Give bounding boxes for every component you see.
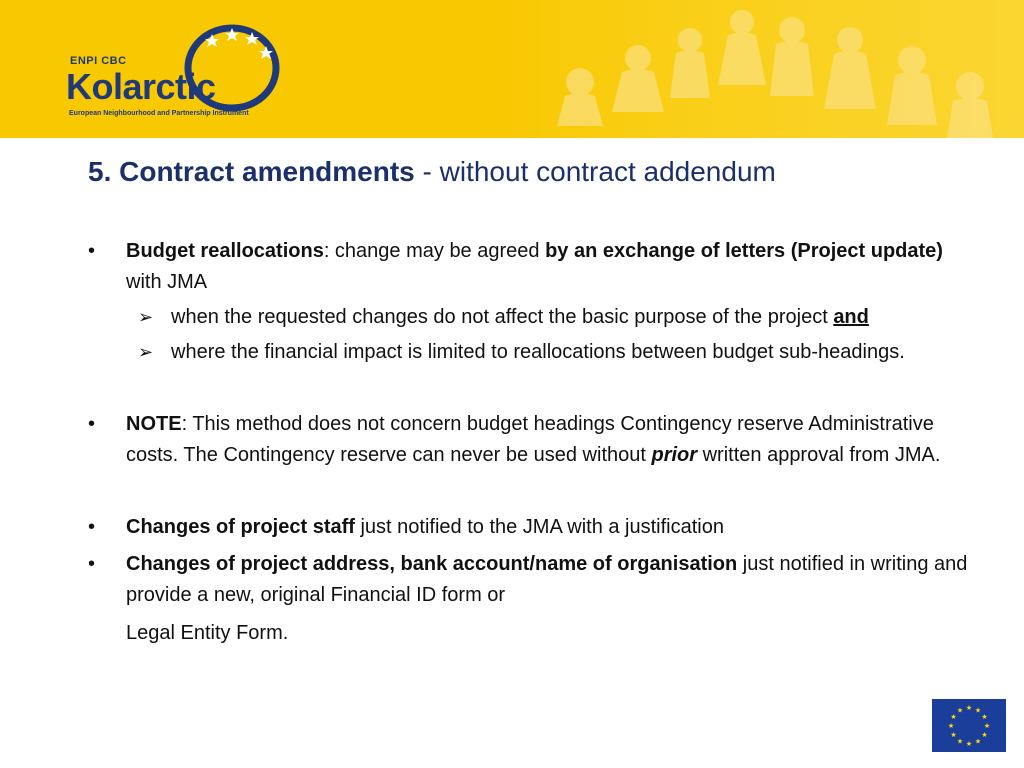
slide-title-rest: - without contract addendum: [414, 156, 776, 187]
bullet-bold-text: NOTE: [126, 413, 182, 435]
svg-text:★: ★: [981, 731, 988, 739]
svg-text:★: ★: [947, 722, 955, 730]
sub-bullet-text: where the financial impact is limited to reallocations between budget sub-headings.: [171, 341, 905, 363]
kolarctic-logo: [60, 22, 290, 122]
svg-text:★: ★: [956, 706, 964, 715]
slide-body: [88, 236, 968, 649]
header-banner: [0, 0, 1024, 138]
spacer: [88, 471, 968, 512]
arrow-bullet-icon: ➢: [138, 307, 154, 327]
bullet-icon: •: [88, 413, 96, 435]
svg-text:★: ★: [981, 713, 988, 721]
bullet-bold-text: Changes of project address, bank account/name of organisation: [126, 553, 738, 575]
sub-bullet-text: when the requested changes do not affect the basic purpose of the project: [171, 306, 834, 328]
bullet-bold-text: by an exchange of letters (Project update): [545, 240, 943, 262]
bullet-project-address: [88, 549, 968, 649]
bullet-text: just notified in writing and provide a new, original Financial ID form or: [126, 553, 968, 606]
bullet-text: with JMA: [126, 271, 208, 293]
bullet-bold-text: Changes of project staff: [126, 516, 355, 538]
svg-text:★: ★: [983, 722, 991, 730]
bullet-icon: •: [88, 553, 96, 575]
bullet-icon: •: [88, 240, 96, 262]
arrow-bullet-icon: ➢: [138, 342, 154, 362]
logo-program-label: ENPI CBC: [70, 55, 127, 67]
svg-text:★: ★: [956, 737, 964, 746]
svg-text:★: ★: [965, 704, 973, 712]
sub-bullet-basic-purpose: [88, 302, 968, 333]
sub-bullet-financial-impact: [88, 337, 968, 368]
bullet-text: written approval from JMA.: [697, 444, 941, 466]
sub-bullet-underlined: and: [833, 306, 869, 328]
bullet-emphasis: prior: [651, 444, 698, 466]
logo-name: Kolarctic: [66, 66, 216, 107]
logo-subtitle: European Neighbourhood and Partnership Instrument: [69, 110, 249, 117]
children-illustration-icon: [520, 0, 1024, 138]
svg-text:★: ★: [974, 706, 982, 715]
svg-text:★: ★: [974, 737, 982, 746]
bullet-note: [88, 409, 968, 471]
svg-text:★: ★: [950, 713, 957, 721]
bullet-text: : change may be agreed: [323, 240, 546, 262]
spacer: [88, 368, 968, 409]
bullet-text-line2: Legal Entity Form.: [126, 622, 289, 644]
svg-text:★: ★: [950, 731, 957, 739]
eu-flag-icon: [932, 699, 1006, 752]
bullet-icon: •: [88, 516, 96, 538]
eu-stars-icon: [932, 699, 1006, 752]
svg-text:★: ★: [965, 740, 973, 748]
bullet-budget-reallocations: [88, 236, 968, 298]
slide-title-bold: 5. Contract amendments: [88, 156, 415, 187]
slide-title: [88, 156, 776, 188]
bullet-text: : This method does not concern budget headings Contingency reserve Administrative costs. The Contingency reserve can never be used without: [126, 413, 934, 466]
bullet-text: just notified to the JMA with a justification: [354, 516, 724, 538]
bullet-project-staff: [88, 512, 968, 543]
bullet-bold-text: Budget reallocations: [126, 240, 324, 262]
